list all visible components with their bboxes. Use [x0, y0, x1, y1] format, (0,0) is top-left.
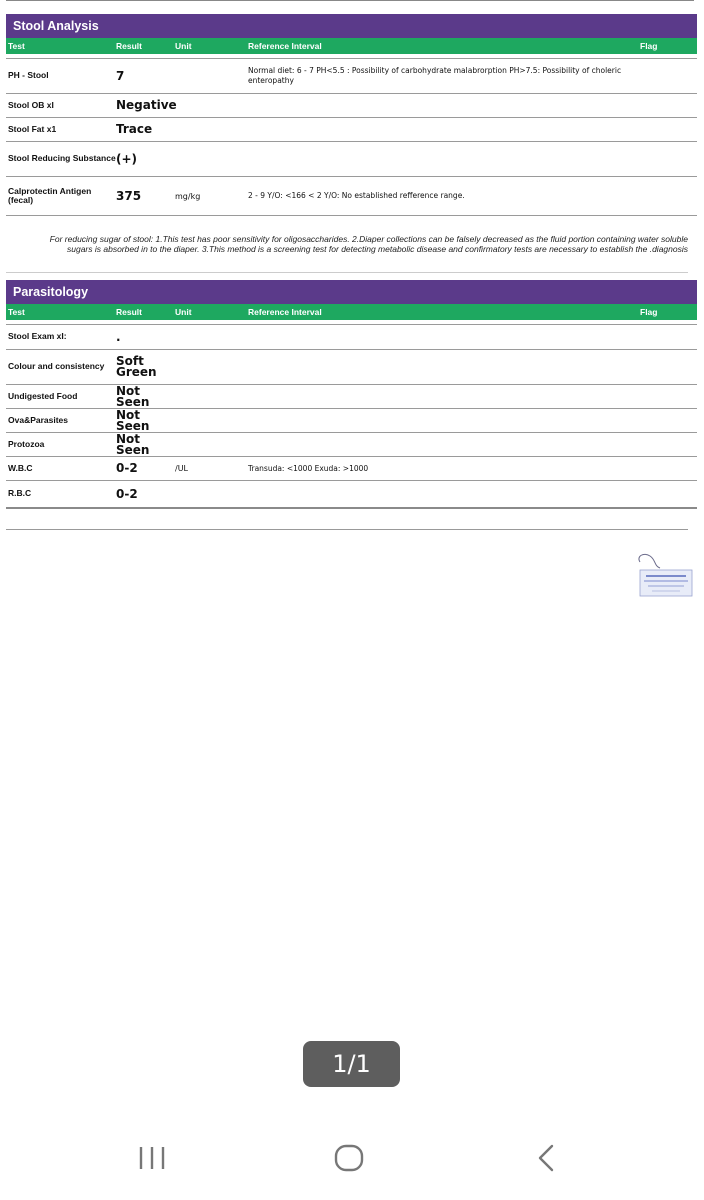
- test-name: PH - Stool: [8, 70, 49, 81]
- top-divider: [6, 0, 694, 1]
- page-indicator: 1/1: [303, 1041, 400, 1087]
- test-unit: [175, 59, 245, 93]
- test-result: Soft Green: [116, 354, 157, 379]
- test-unit: [175, 433, 245, 456]
- test-result: 0-2: [116, 486, 138, 501]
- table-row: [6, 350, 697, 385]
- reference-interval: [248, 433, 648, 456]
- back-button[interactable]: [516, 1136, 576, 1180]
- recent-apps-icon: [122, 1136, 182, 1180]
- reference-interval: Transuda: <1000 Exuda: >1000: [248, 463, 369, 473]
- section-title: Parasitology: [6, 280, 697, 304]
- test-result: 7: [116, 68, 125, 83]
- test-unit: [175, 118, 245, 141]
- test-unit: [175, 142, 245, 176]
- test-unit: [175, 94, 245, 117]
- table-row: [6, 142, 697, 177]
- test-unit: [175, 350, 245, 384]
- test-name: Colour and consistency: [8, 361, 105, 372]
- column-reference: Reference Interval: [248, 41, 322, 51]
- column-reference: Reference Interval: [248, 307, 322, 317]
- table-row: [6, 409, 697, 433]
- recent-apps-button[interactable]: [122, 1136, 182, 1180]
- test-name: Stool Exam xI:: [8, 331, 67, 342]
- table-row: [6, 481, 697, 509]
- test-name: Stool OB xI: [8, 99, 54, 110]
- table-row: [6, 433, 697, 457]
- column-unit: Unit: [175, 41, 192, 51]
- test-result: Not Seen: [116, 407, 150, 433]
- test-name: W.B.C: [8, 462, 33, 473]
- reference-interval: [248, 350, 648, 384]
- test-unit: [175, 385, 245, 408]
- reference-interval: [248, 409, 648, 432]
- column-test: Test: [8, 307, 25, 317]
- test-name: Calprotectin Antigen (fecal): [8, 185, 92, 205]
- test-result: Not Seen: [116, 383, 150, 409]
- column-result: Result: [116, 41, 142, 51]
- test-result: .: [116, 329, 121, 344]
- table-row: [6, 94, 697, 118]
- test-result: 375: [116, 188, 142, 203]
- test-result: Trace: [116, 122, 153, 136]
- test-name: Stool Reducing Substance: [8, 153, 116, 164]
- test-result: Not Seen: [116, 431, 150, 457]
- test-unit: mg/kg: [175, 191, 201, 201]
- column-unit: Unit: [175, 307, 192, 317]
- reference-interval: [248, 325, 648, 349]
- test-name: R.B.C: [8, 488, 32, 499]
- reference-interval: [248, 481, 648, 507]
- stool-analysis-section: [6, 14, 697, 216]
- table-row: [6, 177, 697, 216]
- test-name: Protozoa: [8, 438, 45, 449]
- reducing-sugar-note: For reducing sugar of stool: 1.This test has poor sensitivity for oligosaccharides. 2.Diaper collections can be falsely decreased as the fluid portion containing water soluble sugars is absorbed in to the diaper. 3.This method is a screening test for detecting metabolic disease and confirmatory tests are necessary to establish the .diagnosis: [49, 234, 688, 254]
- test-unit: /UL: [175, 464, 189, 473]
- column-header-row: [6, 304, 697, 320]
- table-row: [6, 325, 697, 350]
- section-title: Stool Analysis: [6, 14, 697, 38]
- test-name: Undigested Food: [8, 390, 78, 401]
- test-unit: [175, 409, 245, 432]
- test-unit: [175, 481, 245, 507]
- table-row: [6, 118, 697, 142]
- reference-interval: Normal diet: 6 - 7 PH<5.5 : Possibility of carbohydrate malabrorption PH>7.5: Possibility of choleric enteropathy: [248, 66, 622, 85]
- test-unit: [175, 325, 245, 349]
- reference-interval: [248, 94, 648, 117]
- reference-interval: [248, 385, 648, 408]
- home-icon: [319, 1136, 379, 1180]
- reference-interval: 2 - 9 Y/O: <166 < 2 Y/O: No established refference range.: [248, 191, 465, 200]
- test-result: 0-2: [116, 461, 138, 475]
- home-button[interactable]: [319, 1136, 379, 1180]
- column-result: Result: [116, 307, 142, 317]
- test-result: (+): [116, 151, 138, 166]
- lab-stamp-icon: [630, 548, 696, 612]
- back-icon: [516, 1136, 576, 1180]
- note-divider: [6, 272, 688, 273]
- report-end-divider: [6, 529, 688, 530]
- column-flag: Flag: [640, 307, 658, 317]
- column-flag: Flag: [640, 41, 658, 51]
- parasitology-section: [6, 280, 697, 509]
- column-test: Test: [8, 41, 25, 51]
- test-name: Stool Fat x1: [8, 123, 57, 134]
- test-result: Negative: [116, 98, 177, 112]
- table-row: [6, 457, 697, 481]
- test-name: Ova&Parasites: [8, 414, 69, 425]
- table-row: [6, 385, 697, 409]
- reference-interval: [248, 142, 648, 176]
- reference-interval: [248, 118, 648, 141]
- column-header-row: [6, 38, 697, 54]
- table-row: [6, 59, 697, 94]
